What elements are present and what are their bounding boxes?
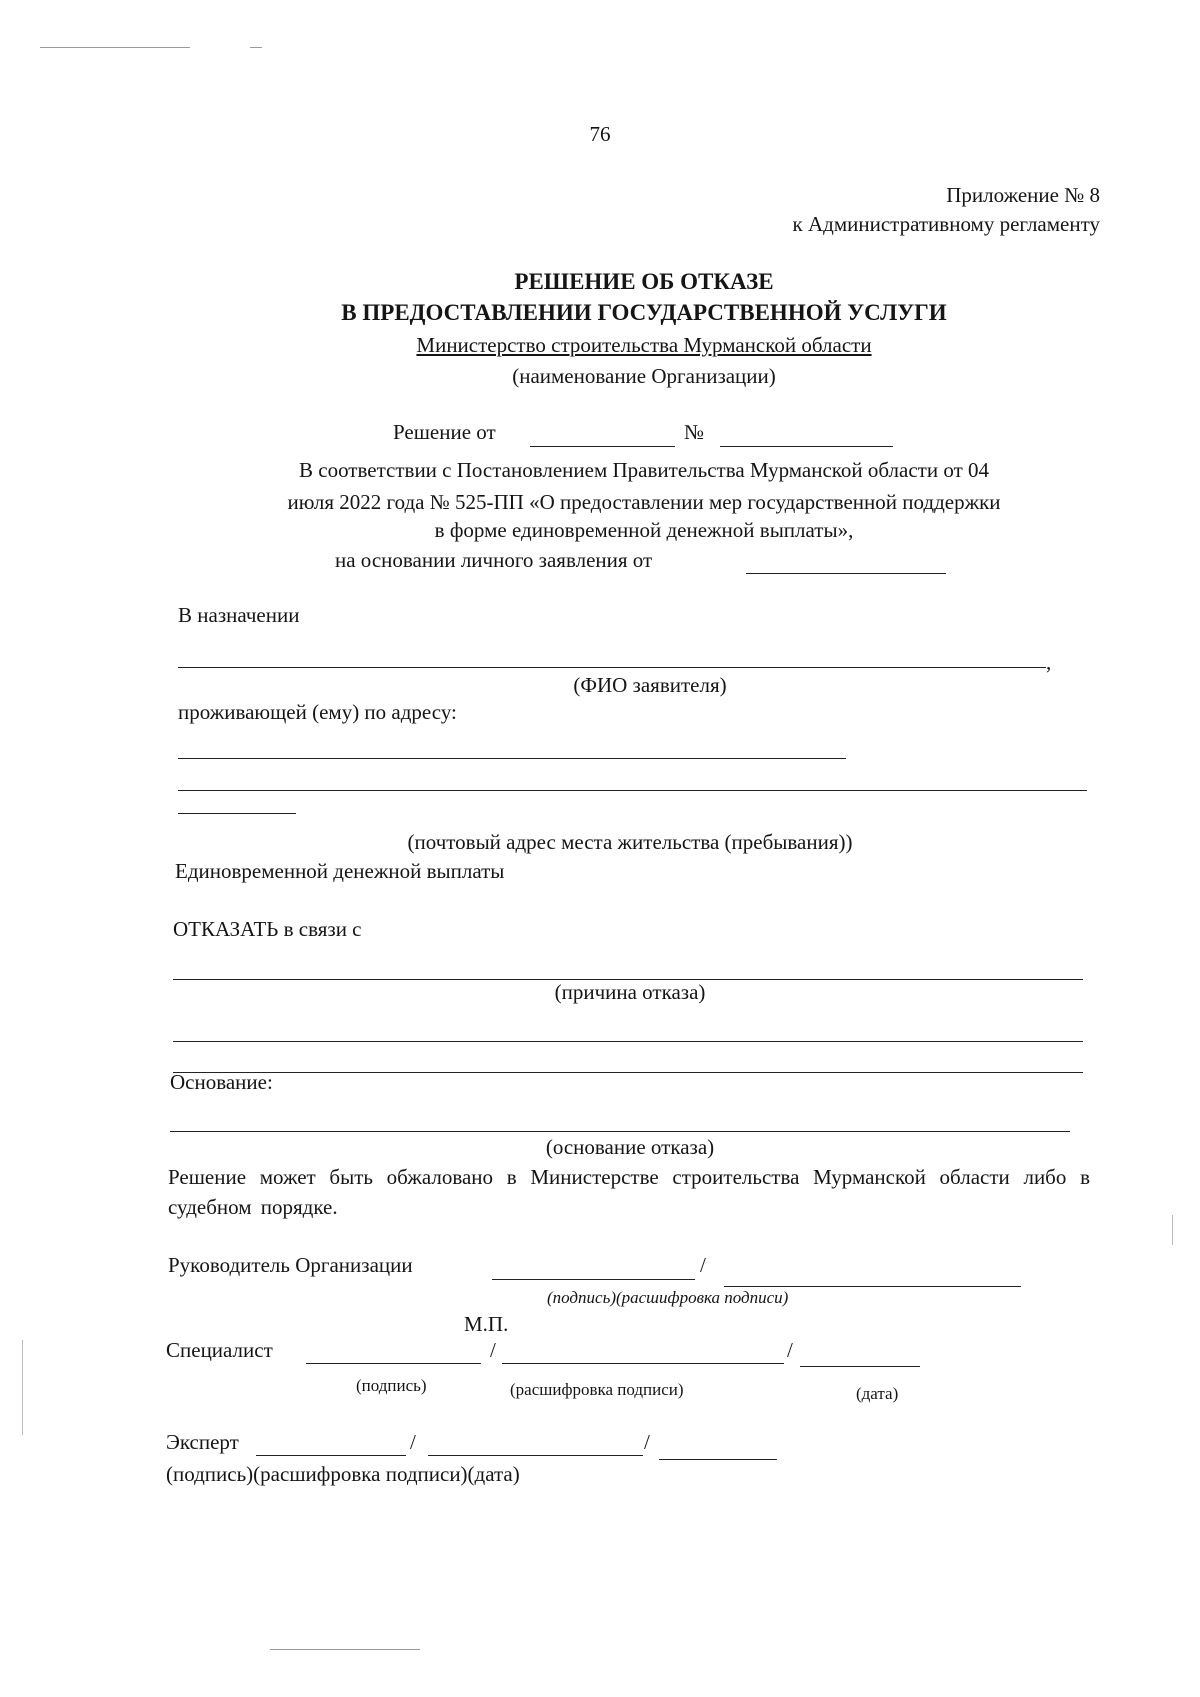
scan-artifact-top-short [250,47,262,48]
specialist-slash-2: / [787,1338,793,1362]
expert-label: Эксперт [166,1430,239,1454]
application-date-field[interactable] [746,573,946,574]
fio-caption: (ФИО заявителя) [573,673,727,697]
address-field-line2[interactable] [178,790,1087,791]
head-slash: / [700,1253,706,1277]
refusal-reason-caption: (причина отказа) [554,980,706,1004]
scan-artifact-left [22,1340,23,1435]
head-decoding-field[interactable] [724,1286,1021,1287]
appendix-number: Приложение № 8 [946,183,1100,207]
refuse-label: ОТКАЗАТЬ в связи с [173,917,362,941]
head-label: Руководитель Организации [168,1253,413,1277]
address-field-line1[interactable] [178,758,846,759]
refusal-basis-field[interactable] [170,1131,1070,1132]
address-field-line3[interactable] [178,813,296,814]
decision-date-label: Решение от [393,420,496,444]
address-label: проживающей (ему) по адресу: [178,700,457,724]
specialist-date-field[interactable] [800,1366,920,1367]
payment-label: Единовременной денежной выплаты [175,859,505,883]
head-signature-field[interactable] [492,1279,695,1280]
appendix-reference: к Административному регламенту [792,212,1100,236]
document-title-line2: В ПРЕДОСТАВЛЕНИИ ГОСУДАРСТВЕННОЙ УСЛУГИ [341,300,947,325]
specialist-decoding-field[interactable] [502,1363,784,1364]
expert-slash-1: / [410,1430,416,1454]
decision-number-field[interactable] [720,446,893,447]
scan-artifact-right [1172,1215,1173,1245]
appeal-text: Решение может быть обжаловано в Министерстве строительства Мурманской области либо в судебном порядке. [168,1165,1090,1219]
specialist-signature-field[interactable] [306,1363,481,1364]
specialist-label: Специалист [166,1338,273,1362]
assignment-label: В назначении [178,603,300,627]
refusal-basis-caption: (основание отказа) [545,1135,715,1159]
fio-comma: , [1046,650,1052,674]
basis-line-2: июля 2022 года № 525-ПП «О предоставлении мер государственной поддержки [287,490,1001,514]
document-title-line1: РЕШЕНИЕ ОБ ОТКАЗЕ [514,269,774,294]
organization-name: Министерство строительства Мурманской области [416,333,872,357]
basis-line-3: в форме единовременной денежной выплаты», [434,518,854,542]
page-number: 76 [589,122,611,146]
specialist-caption-date: (дата) [856,1384,899,1403]
scan-artifact-bottom [270,1649,420,1650]
organization-caption: (наименование Организации) [512,364,776,388]
refusal-reason-field-line3[interactable] [173,1072,1083,1073]
address-caption: (почтовый адрес места жительства (пребывания)) [407,830,853,854]
specialist-caption-decoding: (расшифровка подписи) [510,1380,684,1399]
decision-number-label: № [684,420,705,444]
expert-caption: (подпись)(расшифровка подписи)(дата) [166,1462,520,1486]
scan-artifact-top [40,47,190,48]
head-caption: (подпись)(расшифровка подписи) [547,1288,789,1307]
basis-line-1: В соответствии с Постановлением Правительства Мурманской области от 04 [299,458,989,482]
fio-field[interactable] [178,667,1046,668]
stamp-label: М.П. [464,1312,509,1336]
application-date-label: на основании личного заявления от [335,548,653,572]
specialist-slash-1: / [490,1338,496,1362]
basis-label: Основание: [170,1070,273,1094]
refusal-reason-field-line2[interactable] [173,1041,1083,1042]
decision-date-field[interactable] [530,446,675,447]
expert-slash-2: / [644,1430,650,1454]
expert-decoding-field[interactable] [428,1455,643,1456]
expert-date-field[interactable] [659,1459,777,1460]
specialist-caption-signature: (подпись) [356,1376,427,1395]
expert-signature-field[interactable] [256,1455,406,1456]
